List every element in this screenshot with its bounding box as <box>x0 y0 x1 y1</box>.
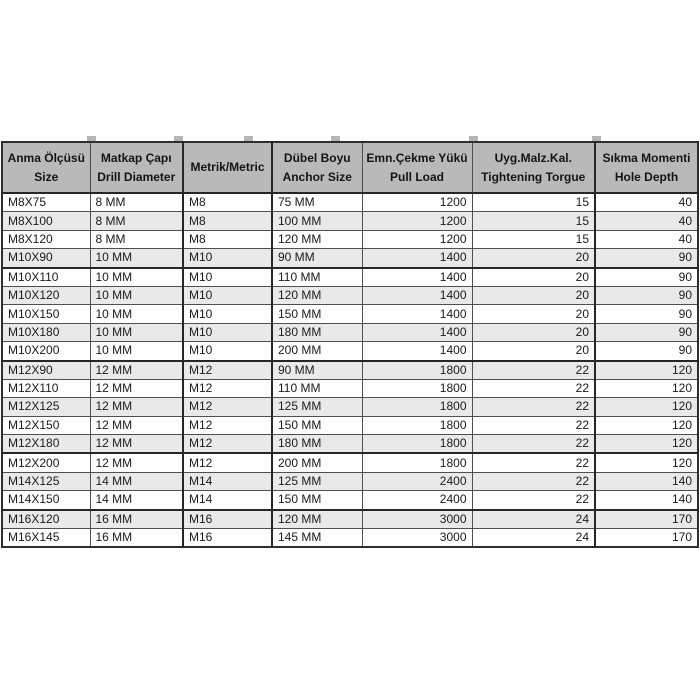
cell: 110 MM <box>272 268 362 287</box>
cell: M16X145 <box>2 529 90 548</box>
scan-smudge <box>87 136 96 141</box>
cell: M8X75 <box>2 193 90 212</box>
cell: 20 <box>472 305 595 323</box>
cell: 24 <box>472 529 595 548</box>
cell: 150 MM <box>272 491 362 510</box>
cell: M12 <box>183 453 272 472</box>
cell: M10X150 <box>2 305 90 323</box>
cell: 40 <box>595 212 698 230</box>
cell: M10 <box>183 342 272 361</box>
cell: 120 <box>595 453 698 472</box>
cell: 180 MM <box>272 435 362 454</box>
scan-smudge <box>469 136 478 141</box>
column-header <box>183 142 272 193</box>
cell: 40 <box>595 193 698 212</box>
cell: 10 MM <box>90 268 183 287</box>
table-row <box>2 342 698 361</box>
cell: M8 <box>183 193 272 212</box>
table-row <box>2 453 698 472</box>
cell: M12 <box>183 379 272 397</box>
cell: 120 <box>595 398 698 416</box>
cell: 120 <box>595 379 698 397</box>
cell: 10 MM <box>90 286 183 304</box>
cell: 10 MM <box>90 342 183 361</box>
table-row <box>2 416 698 434</box>
cell: 120 MM <box>272 510 362 529</box>
cell: 10 MM <box>90 305 183 323</box>
cell: 150 MM <box>272 416 362 434</box>
cell: 20 <box>472 286 595 304</box>
cell: 1400 <box>362 249 472 268</box>
table-row <box>2 268 698 287</box>
table-row <box>2 361 698 380</box>
table-row <box>2 305 698 323</box>
table-row <box>2 286 698 304</box>
cell: 90 <box>595 249 698 268</box>
cell: 90 <box>595 305 698 323</box>
column-header-line2: Drill Diameter <box>97 169 176 184</box>
column-header <box>472 142 595 193</box>
column-header <box>272 142 362 193</box>
table-row <box>2 193 698 212</box>
column-header <box>595 142 698 193</box>
cell: 1400 <box>362 342 472 361</box>
cell: 14 MM <box>90 472 183 490</box>
cell: 15 <box>472 193 595 212</box>
column-header-line2: Tightening Torgue <box>481 169 586 184</box>
cell: 12 MM <box>90 379 183 397</box>
cell: M8X100 <box>2 212 90 230</box>
cell: 1400 <box>362 323 472 341</box>
cell: 22 <box>472 435 595 454</box>
cell: M12X200 <box>2 453 90 472</box>
column-header <box>362 142 472 193</box>
cell: 22 <box>472 472 595 490</box>
cell: 22 <box>472 491 595 510</box>
cell: 12 MM <box>90 435 183 454</box>
cell: 2400 <box>362 491 472 510</box>
cell: 20 <box>472 268 595 287</box>
cell: 120 <box>595 435 698 454</box>
cell: 12 MM <box>90 361 183 380</box>
column-header <box>90 142 183 193</box>
cell: 110 MM <box>272 379 362 397</box>
cell: 1800 <box>362 453 472 472</box>
cell: 16 MM <box>90 529 183 548</box>
cell: M12 <box>183 416 272 434</box>
cell: 22 <box>472 379 595 397</box>
cell: 90 <box>595 323 698 341</box>
table-row <box>2 510 698 529</box>
column-header-line2: Hole Depth <box>614 169 679 184</box>
cell: 1800 <box>362 379 472 397</box>
table-row <box>2 435 698 454</box>
scan-smudge <box>331 136 340 141</box>
cell: M14X150 <box>2 491 90 510</box>
table-row <box>2 379 698 397</box>
cell: 140 <box>595 491 698 510</box>
cell: 90 MM <box>272 249 362 268</box>
cell: 1800 <box>362 416 472 434</box>
cell: M12 <box>183 398 272 416</box>
cell: M12X90 <box>2 361 90 380</box>
cell: 125 MM <box>272 472 362 490</box>
cell: 120 <box>595 361 698 380</box>
cell: 90 <box>595 342 698 361</box>
column-header-line1: Anma Ölçüsü <box>7 150 85 165</box>
cell: 1200 <box>362 230 472 248</box>
table-row <box>2 323 698 341</box>
cell: M16 <box>183 510 272 529</box>
table-row <box>2 398 698 416</box>
cell: 22 <box>472 361 595 380</box>
cell: 3000 <box>362 529 472 548</box>
cell: M12X110 <box>2 379 90 397</box>
column-header-line1: Sıkma Momenti <box>602 150 691 165</box>
cell: 180 MM <box>272 323 362 341</box>
cell: M10X200 <box>2 342 90 361</box>
cell: M12 <box>183 435 272 454</box>
column-header-line1: Dübel Boyu <box>283 150 351 165</box>
cell: M8 <box>183 230 272 248</box>
cell: 120 <box>595 416 698 434</box>
cell: 22 <box>472 416 595 434</box>
cell: M12X180 <box>2 435 90 454</box>
cell: 12 MM <box>90 416 183 434</box>
cell: M10 <box>183 286 272 304</box>
cell: M10X110 <box>2 268 90 287</box>
column-header-line1: Matkap Çapı <box>100 150 172 165</box>
scan-smudge <box>244 136 253 141</box>
table-row <box>2 529 698 548</box>
cell: 15 <box>472 230 595 248</box>
cell: 8 MM <box>90 193 183 212</box>
scan-smudge <box>592 136 601 141</box>
cell: M14 <box>183 491 272 510</box>
cell: M12X125 <box>2 398 90 416</box>
cell: M10X90 <box>2 249 90 268</box>
header-row <box>2 142 698 193</box>
cell: 15 <box>472 212 595 230</box>
anchor-spec-table-wrap <box>1 141 698 548</box>
cell: 24 <box>472 510 595 529</box>
table-row <box>2 472 698 490</box>
cell: M10 <box>183 249 272 268</box>
cell: 2400 <box>362 472 472 490</box>
cell: 22 <box>472 453 595 472</box>
scan-smudge <box>174 136 183 141</box>
cell: 20 <box>472 323 595 341</box>
cell: 1200 <box>362 193 472 212</box>
cell: M10 <box>183 268 272 287</box>
cell: M16 <box>183 529 272 548</box>
column-header <box>2 142 90 193</box>
cell: 140 <box>595 472 698 490</box>
column-header-line1: Uyg.Malz.Kal. <box>494 150 572 165</box>
column-header-line2: Pull Load <box>390 169 444 184</box>
cell: 1800 <box>362 398 472 416</box>
cell: 22 <box>472 398 595 416</box>
cell: 1200 <box>362 212 472 230</box>
cell: 170 <box>595 529 698 548</box>
cell: 8 MM <box>90 212 183 230</box>
cell: 1400 <box>362 305 472 323</box>
cell: 200 MM <box>272 453 362 472</box>
anchor-spec-table <box>1 141 699 548</box>
cell: 12 MM <box>90 398 183 416</box>
cell: 90 MM <box>272 361 362 380</box>
cell: M8X120 <box>2 230 90 248</box>
cell: M14X125 <box>2 472 90 490</box>
table-row <box>2 249 698 268</box>
column-header-line2: Size <box>34 169 59 184</box>
cell: 145 MM <box>272 529 362 548</box>
cell: 16 MM <box>90 510 183 529</box>
cell: M14 <box>183 472 272 490</box>
cell: 1400 <box>362 268 472 287</box>
table-row <box>2 212 698 230</box>
cell: 150 MM <box>272 305 362 323</box>
table-header <box>2 142 698 193</box>
table-row <box>2 491 698 510</box>
cell: 120 MM <box>272 230 362 248</box>
cell: M12 <box>183 361 272 380</box>
cell: 1800 <box>362 435 472 454</box>
cell: 1400 <box>362 286 472 304</box>
cell: M10 <box>183 305 272 323</box>
cell: 14 MM <box>90 491 183 510</box>
cell: 12 MM <box>90 453 183 472</box>
cell: 20 <box>472 249 595 268</box>
cell: M12X150 <box>2 416 90 434</box>
cell: 1800 <box>362 361 472 380</box>
cell: 20 <box>472 342 595 361</box>
cell: 200 MM <box>272 342 362 361</box>
cell: 40 <box>595 230 698 248</box>
cell: 170 <box>595 510 698 529</box>
cell: 120 MM <box>272 286 362 304</box>
column-header-line1: Metrik/Metric <box>190 160 265 174</box>
column-header-line2: Anchor Size <box>282 169 352 184</box>
cell: 10 MM <box>90 323 183 341</box>
cell: 90 <box>595 268 698 287</box>
cell: 90 <box>595 286 698 304</box>
cell: M8 <box>183 212 272 230</box>
cell: 75 MM <box>272 193 362 212</box>
cell: 10 MM <box>90 249 183 268</box>
cell: M10X180 <box>2 323 90 341</box>
cell: 100 MM <box>272 212 362 230</box>
cell: 3000 <box>362 510 472 529</box>
table-row <box>2 230 698 248</box>
cell: M16X120 <box>2 510 90 529</box>
cell: 8 MM <box>90 230 183 248</box>
cell: M10 <box>183 323 272 341</box>
table-body <box>2 193 698 547</box>
cell: M10X120 <box>2 286 90 304</box>
cell: 125 MM <box>272 398 362 416</box>
column-header-line1: Emn.Çekme Yükü <box>366 150 468 165</box>
